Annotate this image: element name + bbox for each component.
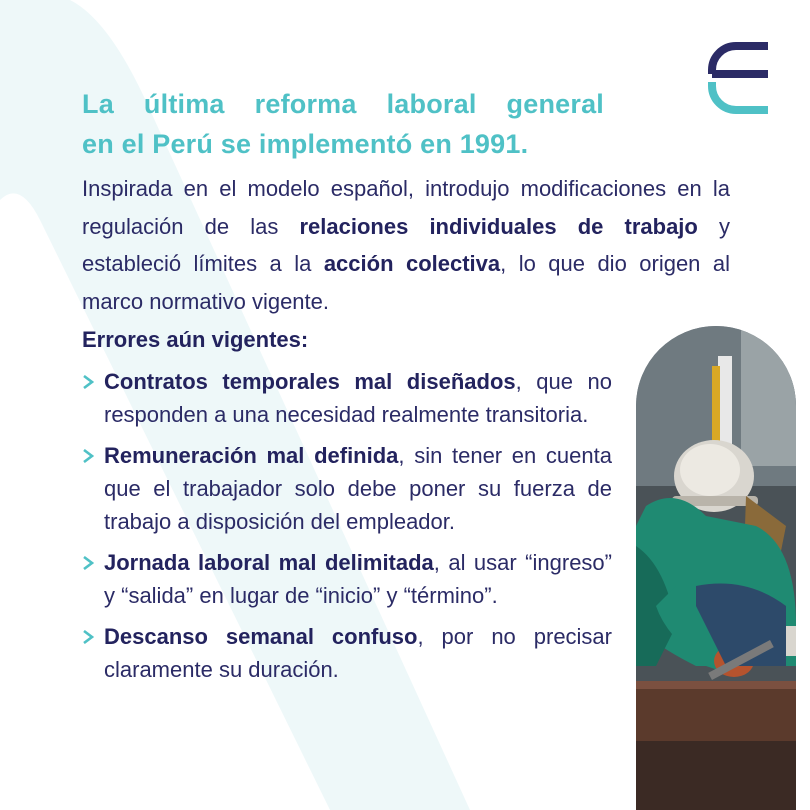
intro-bold-2: acción colectiva	[323, 251, 501, 276]
intro-paragraph	[82, 170, 730, 320]
intro-text-3: , lo que dio origen al marco normativo vigente.	[82, 251, 730, 314]
list-item	[82, 620, 612, 686]
chevron-right-icon	[82, 449, 94, 463]
brand-logo-icon	[706, 40, 772, 116]
error-title: Contratos temporales mal diseñados	[104, 369, 516, 394]
errors-heading: Errores aún vigentes:	[82, 327, 309, 352]
title-line-1: La última reforma laboral general	[82, 89, 604, 119]
chevron-right-icon	[82, 556, 94, 570]
intro-text-2: y estableció límites a la	[82, 213, 730, 276]
chevron-right-icon	[82, 375, 94, 389]
chevron-right-icon	[82, 630, 94, 644]
error-text: , por no precisar claramente su duración.	[104, 624, 612, 682]
title-line-2: en el Perú se implementó en 1991.	[82, 129, 529, 159]
list-item	[82, 365, 612, 431]
worker-photo	[636, 326, 796, 810]
list-item	[82, 546, 612, 612]
error-title: Descanso semanal confuso	[104, 624, 418, 649]
intro-bold-1: relaciones individuales de trabajo	[299, 213, 698, 239]
list-item	[82, 439, 612, 538]
error-text: , al usar “ingreso” y “salida” en lugar de “inicio” y “término”.	[104, 550, 612, 608]
errors-list	[82, 365, 612, 686]
page-title	[82, 84, 642, 164]
error-text: , que no responden a una necesidad realmente transitoria.	[104, 369, 613, 427]
error-title: Jornada laboral mal delimitada	[104, 550, 434, 575]
worker-illustration	[636, 326, 796, 810]
error-title: Remuneración mal definida	[104, 443, 399, 468]
intro-text-1: Inspirada en el modelo español, introdujo modificaciones en la regulación de las	[82, 176, 730, 239]
error-text: , sin tener en cuenta que el trabajador solo debe poner su fuerza de trabajo a disposición del empleador.	[104, 443, 612, 534]
